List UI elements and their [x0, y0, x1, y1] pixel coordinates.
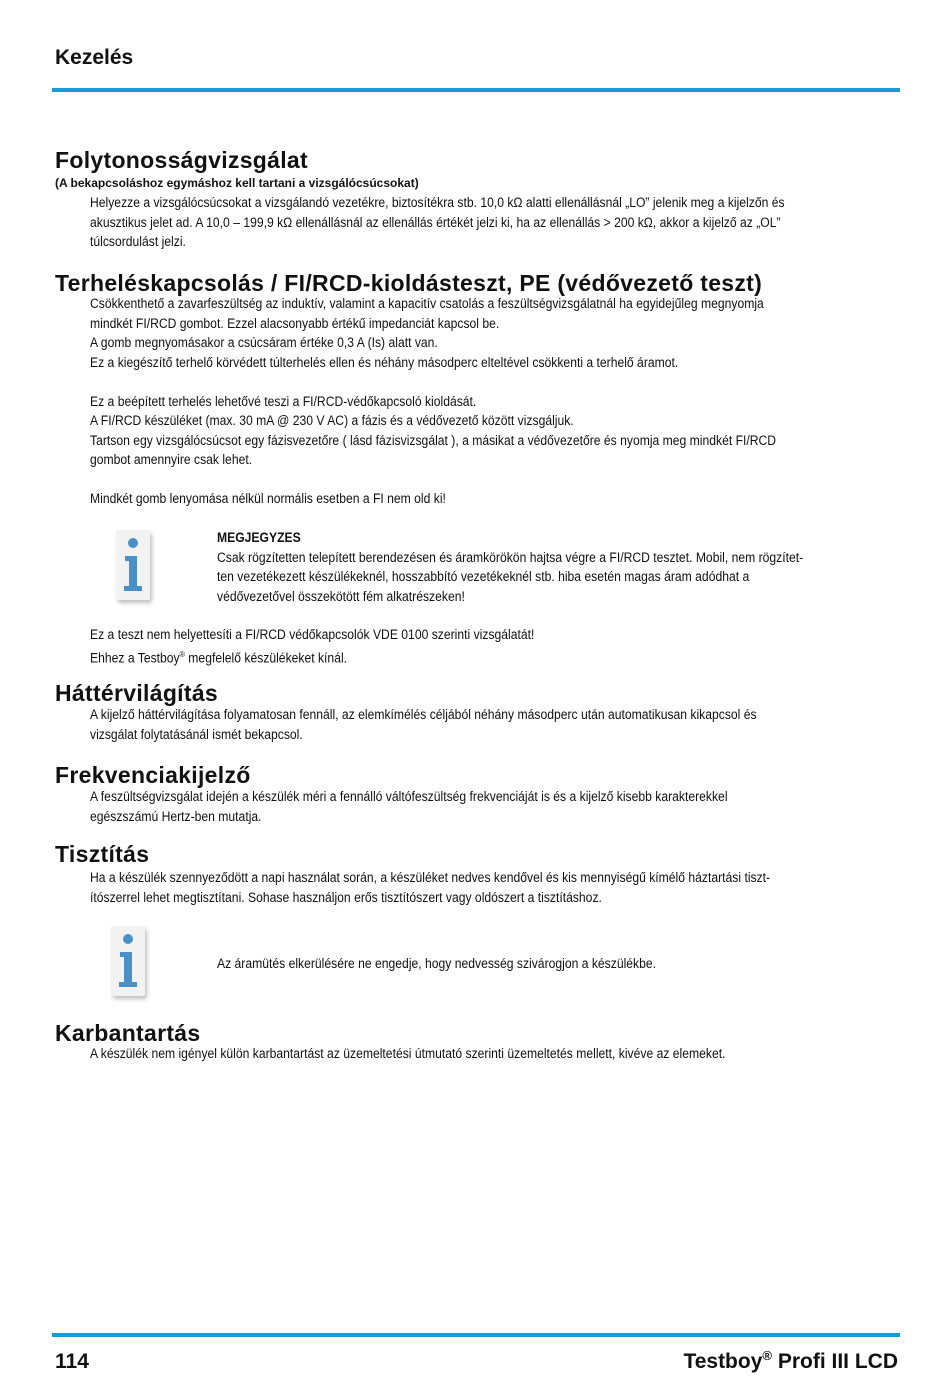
- text-line: Csökkenthető a zavarfeszültség az induktív, valamint a kapacitív csatolás a feszültségvizsgálatnál ha egyidejűleg megnyomja: [90, 296, 764, 311]
- text-line: egészszámú Hertz-ben mutatja.: [90, 808, 262, 824]
- text-span: Ehhez a Testboy: [90, 650, 180, 665]
- heading-karbantartas: Karbantartás: [55, 1020, 201, 1046]
- note-title: MEGJEGYZES: [217, 530, 301, 545]
- footer-brand: [683, 1348, 898, 1374]
- text-line: Ez a kiegészítő terhelő körvédett túlterhelés ellen és néhány másodperc elteltével csökkenti a terhelő áramot.: [90, 354, 679, 370]
- text-line: Mindkét gomb lenyomása nélkül normális esetben a FI nem old ki!: [90, 491, 446, 506]
- text-line: túlcsordulást jelzi.: [90, 234, 186, 249]
- footer-rule: [52, 1333, 900, 1337]
- note-nedvesseg: [217, 954, 883, 974]
- text-line: Az áramütés elkerülésére ne engedje, hogy nedvesség szivárogjon a készülékbe.: [217, 956, 657, 971]
- note-megjegyzes: [217, 528, 883, 606]
- text-line: Ha a készülék szennyeződött a napi használat során, a készüléket nedves kendővel és kis mennyiségű kímélő háztartási tiszt-: [90, 870, 771, 885]
- registered-mark: ®: [762, 1348, 772, 1363]
- subheading-folytonossag: (A bekapcsoláshoz egymáshoz kell tartani a vizsgálócsúcsokat): [55, 176, 419, 190]
- text-line: Tartson egy vizsgálócsúcsot egy fázisvezetőre ( lásd fázisvizsgálat ), a másikat a védővezetőre és nyomja meg mindkét FI/RCD: [90, 432, 777, 448]
- text-line: ítószerrel lehet megtisztítani. Sohase használjon erős tisztítószert vagy oldószert a tisztításhoz.: [90, 889, 602, 905]
- heading-frekvencia: Frekvenciakijelző: [55, 762, 251, 788]
- text-line: A feszültségvizsgálat idején a készülék méri a fennálló váltófeszültség frekvenciáját is és a kijelző kisebb karakterekkel: [90, 789, 728, 804]
- text-line: gombot amennyire csak lehet.: [90, 452, 253, 467]
- heading-hatter: Háttérvilágítás: [55, 680, 219, 706]
- text-line: akusztikus jelet ad. A 10,0 – 199,9 kΩ ellenállásnál az ellenállás értékét jelzi ki, ha az ellenállás > 200 kΩ, akkor a kijelző az „OL”: [90, 214, 781, 230]
- paragraph-frekvencia: [90, 787, 810, 826]
- paragraph-karbantartas: [90, 1044, 810, 1064]
- info-icon: [116, 530, 150, 600]
- paragraph-folytonossag: [90, 193, 810, 252]
- text-line: védővezetővel összekötött fém alkatrészeken!: [217, 588, 465, 604]
- registered-mark: ®: [179, 649, 185, 659]
- text-line: Csak rögzítetten telepített berendezésen és áramkörökön hajtsa végre a FI/RCD tesztet. Mobil, nem rögzítet-: [217, 549, 804, 565]
- heading-terheles: Terheléskapcsolás / FI/RCD-kioldásteszt, PE (védővezető teszt): [55, 270, 763, 296]
- paragraph-vde: [90, 625, 810, 668]
- text-line: mindkét FI/RCD gombot. Ezzel alacsonyabb értékű impedanciát kapcsol be.: [90, 315, 500, 331]
- text-line: A gomb megnyomásakor a csúcsáram értéke 0,3 A (Is) alatt van.: [90, 335, 438, 350]
- text-line: Ez a teszt nem helyettesíti a FI/RCD védőkapcsolók VDE 0100 szerinti vizsgálatát!: [90, 627, 535, 642]
- text-line: A FI/RCD készüléket (max. 30 mA @ 230 V AC) a fázis és a védővezető között vizsgáljuk.: [90, 413, 574, 428]
- paragraph-terheles: [90, 294, 810, 509]
- model-name: Profi III LCD: [772, 1350, 898, 1373]
- heading-folytonossag: Folytonosságvizsgálat: [55, 147, 308, 173]
- paragraph-hatter: [90, 705, 810, 744]
- info-icon: [111, 926, 145, 996]
- brand-name: Testboy: [683, 1350, 763, 1373]
- text-line: A készülék nem igényel külön karbantartást az üzemeltetési útmutató szerinti üzemeltetés mellett, kivéve az elemeket.: [90, 1046, 726, 1061]
- text-line: ten vezetékezett készülékeknél, hosszabbító vezetékeknél stb. hiba esetén magas áram adódhat a: [217, 569, 750, 584]
- text-line: A kijelző háttérvilágítása folyamatosan fennáll, az elemkímélés céljából néhány másodperc után automatikusan kikapcsol és: [90, 707, 757, 722]
- text-line: [90, 645, 810, 668]
- text-span: megfelelő készülékeket kínál.: [184, 650, 348, 665]
- text-line: Ez a beépített terhelés lehetővé teszi a FI/RCD-védőkapcsoló kioldását.: [90, 393, 477, 409]
- text-line: vizsgálat folytatásánál ismét bekapcsol.: [90, 726, 303, 742]
- page-header-title: Kezelés: [55, 46, 134, 69]
- text-line: Helyezze a vizsgálócsúcsokat a vizsgálandó vezetékre, biztosítékra stb. 10,0 kΩ alatti ellenállásnál „LO” jelenik meg a kijelzőn és: [90, 195, 785, 210]
- page-number: 114: [55, 1350, 89, 1373]
- heading-tisztitas: Tisztítás: [55, 841, 150, 867]
- header-rule: [52, 88, 900, 92]
- paragraph-tisztitas: [90, 868, 810, 907]
